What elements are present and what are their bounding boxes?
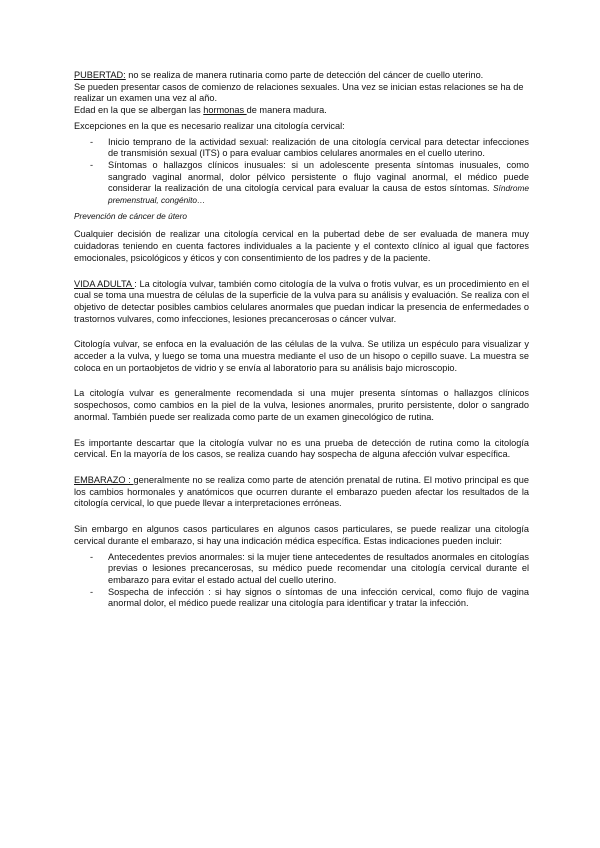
list-item: - Síntomas o hallazgos clínicos inusuales: si un adolescente presenta síntomas inusuales, como sangrado vaginal anormal, dolor pélvico persistente o flujo vaginal anormal, el médico puede considerar la realización de una citología cervical para evaluar la causa de estos síntomas. Síndrome premenstrual, congénito… [74, 160, 529, 207]
exceptions-intro: Excepciones en la que es necesario realizar una citología cervical: [74, 120, 345, 131]
vida-adulta-p2: Citología vulvar, se enfoca en la evaluación de las células de la vulva. Se utiliza un espéculo para visualizar y acceder a la vulva, y luego se toma una muestra mediante el uso de un hisopo o cepillo suave. La muestra se coloca en un portaobjetos de vidrio y se envía al laboratorio para su análisis bajo microscopio. [74, 339, 529, 373]
pubertad-heading: PUBERTAD: [74, 70, 126, 80]
embarazo-intro: EMBARAZO : generalmente no se realiza como parte de atención prenatal de rutina. El motivo principal es que los cambios hormonales y anatómicos que ocurren durante el embarazo pueden afectar los resultados de la citología cervical, lo que puede llevar a interpretaciones erróneas. [74, 474, 529, 509]
pubertad-line2: Se pueden presentar casos de comienzo de relaciones sexuales. Una vez se inician estas relaciones se ha de realizar un examen una vez al año. [74, 81, 524, 104]
pubertad-decision-paragraph: Cualquier decisión de realizar una citología cervical en la pubertad debe de ser evaluada de manera muy cuidadoras teniendo en cuenta factores individuales a la paciente y el contexto clínico al igual que factores emocionales, psicológicos y éticos y con consentimiento de los padres y de la paciente. [74, 229, 529, 263]
pubertad-intro: PUBERTAD: no se realiza de manera rutinaria como parte de detección del cáncer de cuello uterino. [74, 70, 484, 80]
embarazo-list [74, 552, 529, 611]
vida-adulta-p3: La citología vulvar es generalmente recomendada si una mujer presenta síntomas o hallazgos clínicos sospechosos, como cambios en la piel de la vulva, lesiones anormales, prurito persistente, dolor o sangrado anormal. También puede ser realizada como parte de un examen ginecológico de rutina. [74, 388, 529, 422]
embarazo-heading: EMBARAZO : [74, 474, 134, 485]
hormonas-link[interactable]: hormonas [203, 105, 247, 116]
list-item: - Sospecha de infección : si hay signos o síntomas de una infección cervical, como flujo de vagina anormal dolor, el médico puede realizar una citología para identificar y tratar la infección. [74, 587, 529, 610]
vida-adulta-p4: Es importante descartar que la citología vulvar no es una prueba de detección de rutina como la citología cervical. En la mayoría de los casos, se realiza cuando hay sospecha de alguna afección vulvar específica. [74, 437, 529, 460]
vida-adulta-heading: VIDA ADULTA [74, 278, 135, 289]
pubertad-line3: Edad en la que se albergan las hormonas de manera madura. [74, 105, 327, 116]
list-item: - Antecedentes previos anormales: si la mujer tiene antecedentes de resultados anormales en citologías previas o lesiones precancerosas, su médico puede recomendar una citología cervical durante el embarazo para evitar el estado actual del cuello uterino. [74, 552, 529, 587]
document-page [74, 70, 529, 610]
list-item: - Inicio temprano de la actividad sexual: realización de una citología cervical para detectar infecciones de transmisión sexual (ITS) o para evaluar cambios celulares anormales en el cuello uterino. [74, 137, 529, 160]
vida-adulta-intro: VIDA ADULTA : La citología vulvar, también como citología de la vulva o frotis vulvar, es un procedimiento en el cual se toma una muestra de células de la superficie de la vulva para su análisis y evaluación. Se realiza con el objetivo de detectar posibles cambios celulares anormales que puedan indicar la presencia de enfermedades o trastornos vulvares, como infecciones, lesiones precancerosas o cáncer vulvar. [74, 278, 529, 324]
exceptions-list [74, 137, 529, 207]
embarazo-p2: Sin embargo en algunos casos particulares en algunos casos particulares, se puede realizar una citología cervical durante el embarazo, si hay una indicación médica específica. Estas indicaciones pueden incluir: [74, 524, 529, 546]
prevention-label: Prevención de cáncer de útero [74, 210, 188, 221]
bullet-note: Síndrome premenstrual, congénito… [108, 183, 529, 206]
